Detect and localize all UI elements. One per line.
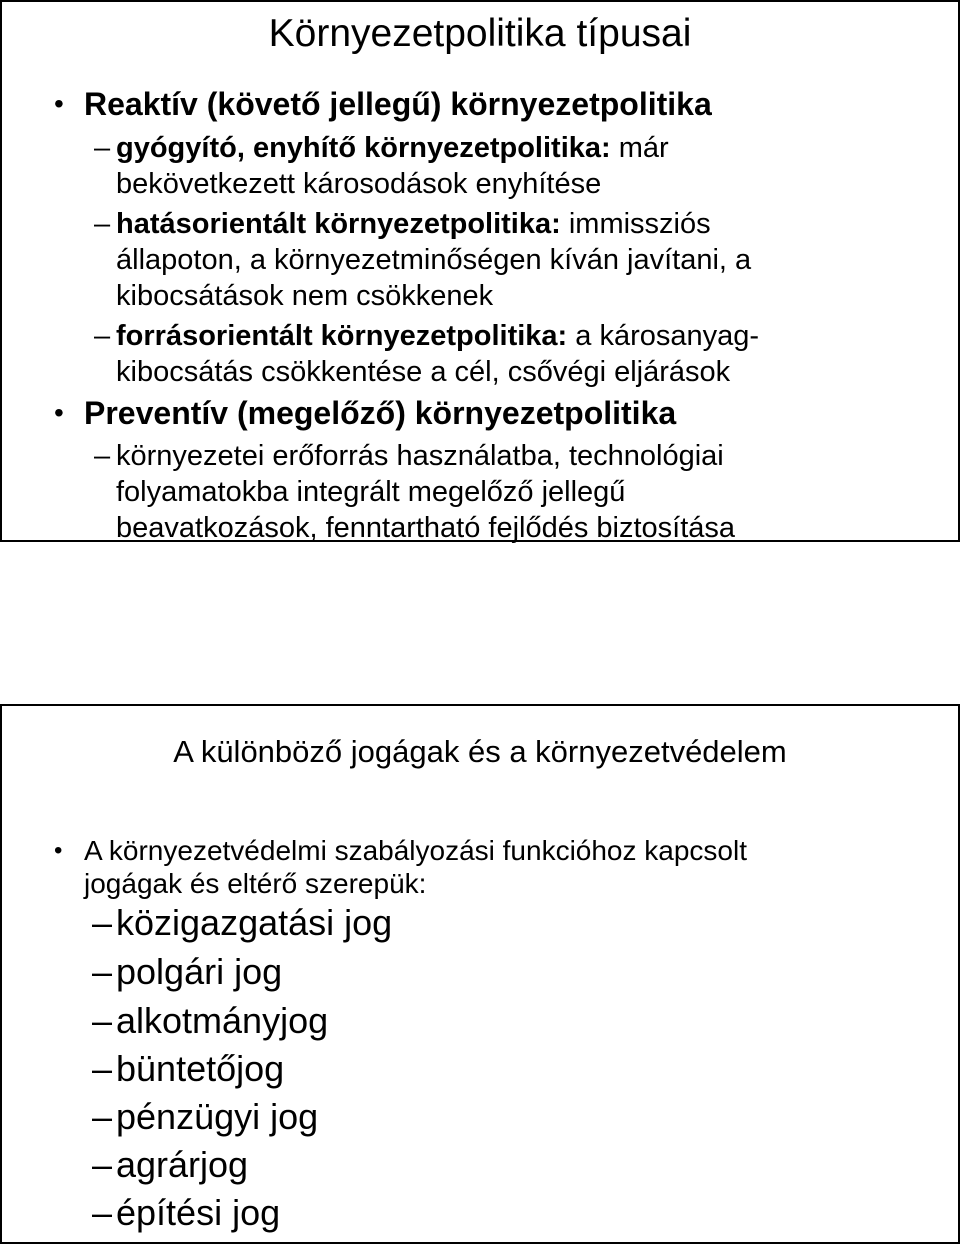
list-item-text: közigazgatási jog: [116, 902, 393, 943]
dash-marker: –: [94, 208, 111, 240]
list-item-criminal-law: [92, 1048, 285, 1090]
dash-marker: –: [92, 1144, 113, 1185]
list-item-text: pénzügyi jog: [116, 1096, 319, 1137]
subitem-source-oriented-policy: [94, 318, 760, 390]
dash-marker: –: [92, 1048, 113, 1089]
subitem-line: bekövetkezett károsodások enyhítése: [116, 168, 602, 200]
dash-marker: –: [94, 320, 111, 352]
subitem-line: már: [610, 132, 669, 164]
dash-marker: –: [92, 902, 113, 943]
dash-marker: –: [92, 1096, 113, 1137]
subitem-line: kibocsátás csökkentése a cél, csővégi eljárások: [116, 356, 731, 388]
slide-legal-branches: [0, 704, 960, 1244]
bullet-text: Reaktív (követő jellegű) környezetpolitika: [84, 86, 712, 122]
subitem-curative-policy: [94, 130, 669, 202]
subitem-line: folyamatokba integrált megelőző jellegű: [116, 476, 626, 508]
bullet-legal-branches-intro: [54, 834, 748, 900]
subitem-effect-oriented-policy: [94, 206, 752, 314]
bullet-line: A környezetvédelmi szabályozási funkcióhoz kapcsolt: [84, 835, 748, 866]
dash-marker: –: [92, 1000, 113, 1041]
subitem-preventive-description: [94, 438, 736, 546]
bullet-line: jogágak és eltérő szerepük:: [84, 868, 427, 899]
dash-marker: –: [94, 440, 111, 472]
subitem-line: immissziós: [560, 208, 711, 240]
list-item-text: alkotmányjog: [116, 1000, 329, 1041]
list-item-civil-law: [92, 951, 283, 993]
subitem-term: gyógyító, enyhítő környezetpolitika:: [116, 132, 611, 164]
list-item-text: polgári jog: [116, 951, 283, 992]
list-item-text: agrárjog: [116, 1144, 249, 1185]
dash-marker: –: [92, 951, 113, 992]
subitem-line: beavatkozások, fenntartható fejlődés biztosítása: [116, 512, 736, 544]
slide-environmental-policy-types: [0, 0, 960, 542]
list-item-text: büntetőjog: [116, 1048, 285, 1089]
list-item-administrative-law: [92, 902, 393, 944]
list-item-text: építési jog: [116, 1192, 281, 1233]
subitem-term: forrásorientált környezetpolitika:: [116, 320, 568, 352]
slide-title: Környezetpolitika típusai: [268, 12, 692, 55]
bullet-preventive-policy: [54, 393, 677, 433]
list-item-agrarian-law: [92, 1144, 249, 1186]
bullet-reactive-policy: [54, 84, 712, 124]
subitem-line: környezetei erőforrás használatba, technológiai: [116, 440, 724, 472]
subitem-line: a károsanyag-: [567, 320, 760, 352]
list-item-building-law: [92, 1192, 281, 1234]
list-item-constitutional-law: [92, 1000, 329, 1042]
list-item-financial-law: [92, 1096, 319, 1138]
bullet-text: Preventív (megelőző) környezetpolitika: [84, 395, 677, 431]
bullet-marker: •: [54, 837, 63, 864]
slide-title: A különböző jogágak és a környezetvédelem: [173, 734, 787, 769]
bullet-marker: •: [54, 88, 64, 119]
subitem-line: kibocsátások nem csökkenek: [116, 280, 494, 312]
dash-marker: –: [92, 1192, 113, 1233]
dash-marker: –: [94, 132, 111, 164]
bullet-marker: •: [54, 397, 64, 428]
subitem-line: állapoton, a környezetminőségen kíván javítani, a: [116, 244, 752, 276]
subitem-term: hatásorientált környezetpolitika:: [116, 208, 561, 240]
